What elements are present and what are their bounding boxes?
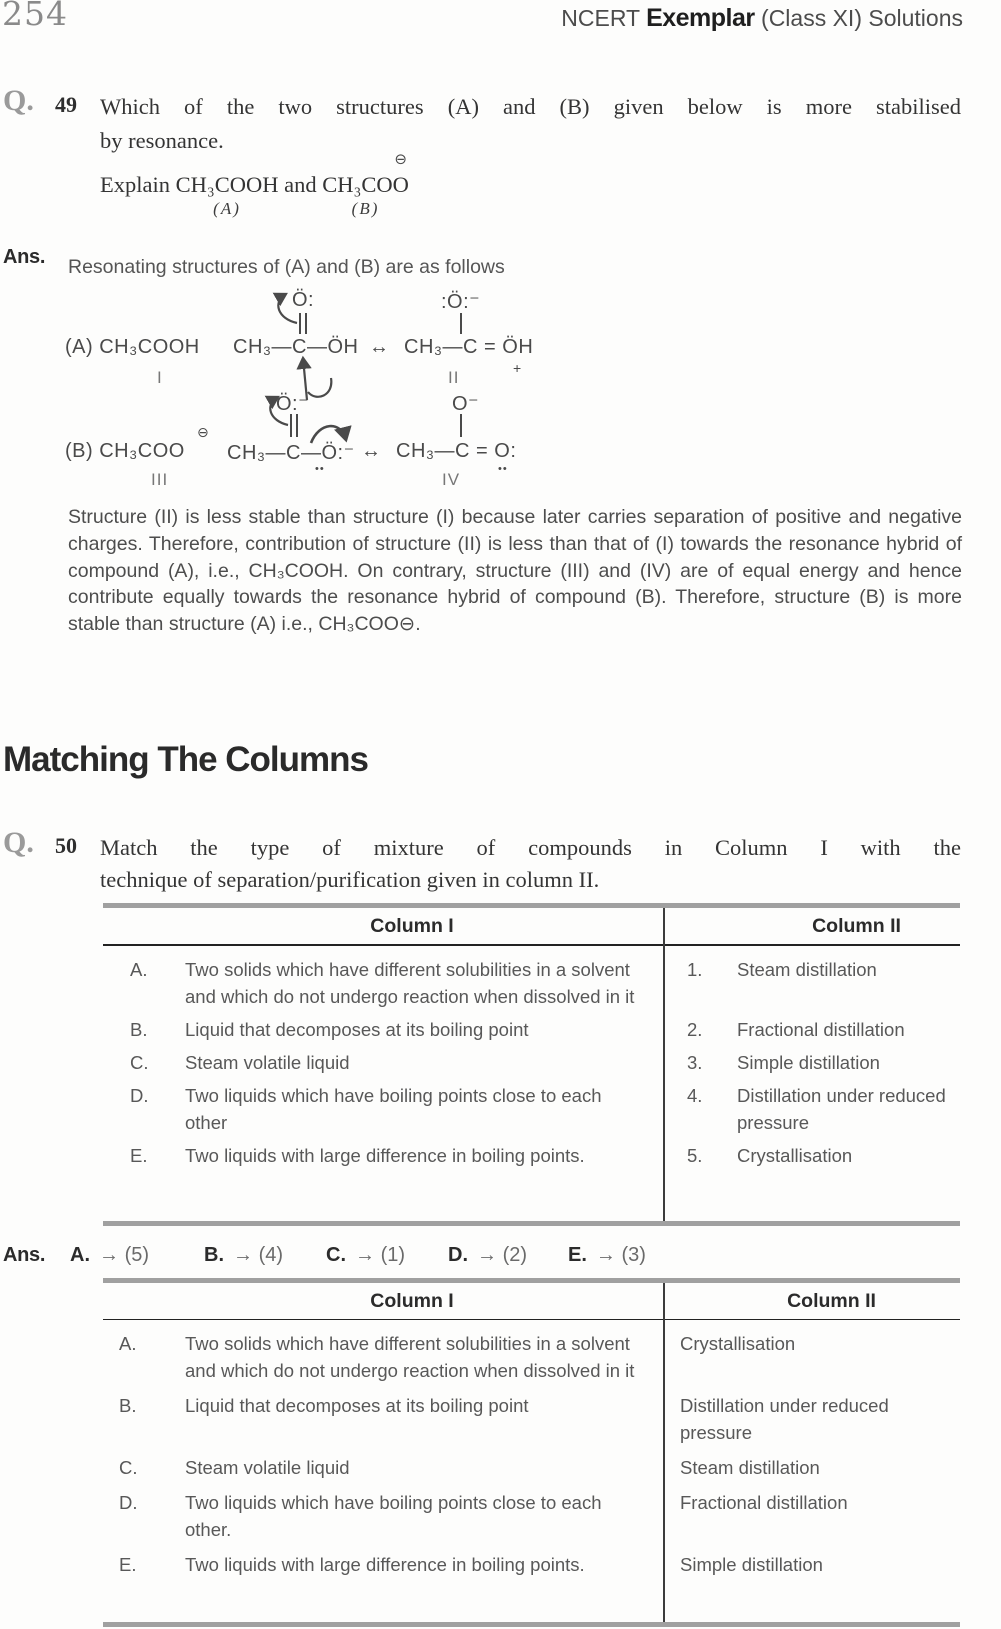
row-item: Two solids which have different solubilities in a solvent and which do not undergo reaction when dissolved in it: [185, 1333, 635, 1381]
right-arrow-icon: →: [355, 1244, 381, 1266]
chem-label: II: [448, 368, 460, 387]
chem-label: IV: [442, 470, 461, 489]
answer-pair: [448, 1244, 527, 1267]
row-technique: Simple distillation: [680, 1554, 823, 1575]
negative-charge-icon: ⊖: [394, 150, 407, 168]
row-item: Two liquids which have boiling points close to each other.: [185, 1492, 602, 1540]
row-key: A.: [130, 959, 148, 980]
table-row: [103, 1489, 960, 1543]
table1-header: [103, 908, 960, 946]
page-header-title: [561, 4, 963, 33]
table-row: [103, 1049, 960, 1076]
chem-label: Ö:⁻: [276, 393, 310, 415]
formula-a: [175, 172, 279, 218]
q49-number: 49: [55, 92, 77, 117]
pair-value: (2): [502, 1244, 528, 1266]
table2-header: [103, 1283, 960, 1320]
q50-number: 50: [55, 833, 77, 858]
row-technique: Steam distillation: [737, 959, 877, 980]
row-item: Steam volatile liquid: [185, 1457, 350, 1478]
pair-key: C.: [326, 1244, 346, 1266]
header-title-part1: NCERT: [561, 5, 647, 31]
q49-question-mark: Q.: [3, 84, 34, 117]
q50-answer-line: [0, 1244, 1001, 1274]
table-row: [103, 956, 960, 1010]
q50-ans-label: Ans.: [3, 1244, 46, 1266]
row-technique: Distillation under reduced pressure: [680, 1395, 889, 1443]
chem-label: ••: [498, 463, 508, 475]
table-column-divider: [663, 908, 665, 1221]
pair-key: A.: [70, 1244, 90, 1266]
row-technique: Crystallisation: [737, 1145, 853, 1166]
right-arrow-icon: →: [595, 1244, 622, 1266]
row-key: B.: [119, 1395, 137, 1416]
chem-label: Ö:: [292, 289, 315, 311]
q50-line1: Match the type of mixture of compounds in Column I with the: [100, 835, 961, 860]
chem-label: CH₃—C—ÖH: [233, 336, 359, 358]
row-key: B.: [130, 1019, 148, 1040]
row-technique: Distillation under reduced pressure: [737, 1085, 946, 1133]
table-row: [103, 1551, 960, 1578]
right-arrow-icon: →: [99, 1244, 125, 1266]
table1-body: [103, 946, 960, 1177]
q49-line1: Which of the two structures (A) and (B) given below is more stabilised: [100, 94, 961, 119]
chem-label: (B) CH₃COO: [65, 440, 185, 462]
row-item: Steam volatile liquid: [185, 1052, 350, 1073]
explain-word: Explain: [100, 172, 176, 197]
row-key: E.: [119, 1554, 137, 1575]
chem-label: CH₃—C = O:: [396, 440, 517, 462]
pair-value: (4): [258, 1244, 284, 1266]
q50-line2: technique of separation/purification given in column II.: [100, 867, 600, 892]
formula-b-o-atom: O: [392, 172, 409, 197]
chem-label: O⁻: [452, 393, 480, 415]
pair-value: (1): [380, 1244, 406, 1266]
row-num: 2.: [687, 1019, 703, 1040]
pair-key: D.: [448, 1244, 468, 1266]
q49-ans-intro: Resonating structures of (A) and (B) are as follows: [68, 256, 505, 278]
q49-line2: by resonance.: [100, 128, 224, 153]
formula-b-label: (B): [351, 199, 380, 218]
row-key: C.: [119, 1457, 138, 1478]
row-technique: Fractional distillation: [737, 1019, 905, 1040]
chem-label: CH₃—C—Ö:⁻: [227, 442, 355, 464]
header-title-bold: Exemplar: [646, 4, 755, 32]
pair-value: (3): [621, 1244, 646, 1266]
row-technique: Simple distillation: [737, 1052, 880, 1073]
row-item: Two liquids with large difference in boiling points.: [185, 1554, 585, 1575]
row-technique: Steam distillation: [680, 1457, 820, 1478]
page-number: 254: [2, 0, 68, 33]
formula-b: [322, 150, 409, 218]
row-key: E.: [130, 1145, 148, 1166]
chem-label: I: [157, 368, 163, 387]
row-num: 5.: [687, 1145, 703, 1166]
section-title: Matching The Columns: [3, 740, 368, 779]
match-table-answer: [103, 1278, 960, 1627]
table-column-divider: [663, 1283, 665, 1622]
row-technique: Fractional distillation: [680, 1492, 848, 1513]
row-num: 1.: [687, 959, 703, 980]
table-row: [103, 1082, 960, 1136]
q49-explain-line: [100, 150, 409, 218]
row-num: 3.: [687, 1052, 703, 1073]
row-item: Liquid that decomposes at its boiling point: [185, 1019, 529, 1040]
chem-label: ••: [315, 463, 325, 475]
match-table-question: [103, 903, 960, 1226]
pair-key: E.: [568, 1244, 587, 1266]
formula-a-text: CH₃COOH: [175, 172, 279, 197]
table1-col1-header: Column I: [370, 915, 454, 937]
row-item: Two liquids with large difference in boiling points.: [185, 1145, 585, 1166]
table-row: [103, 1454, 960, 1481]
formula-b-text: CH₃CO: [322, 172, 393, 197]
chem-label: (A) CH₃COOH: [65, 336, 200, 358]
table-row: [103, 1392, 960, 1446]
table1-col2-header: Column II: [812, 915, 901, 937]
answer-pair: [326, 1244, 405, 1267]
chem-label: III: [151, 470, 169, 489]
row-key: C.: [130, 1052, 149, 1073]
chem-label: ↔: [369, 336, 390, 358]
formula-b-oxygen: [392, 150, 409, 198]
right-arrow-icon: →: [233, 1244, 259, 1266]
row-technique: Crystallisation: [680, 1333, 796, 1354]
q49-ans-label: Ans.: [3, 246, 46, 268]
table2-body: [103, 1320, 960, 1588]
right-arrow-icon: →: [477, 1244, 503, 1266]
row-key: D.: [119, 1492, 138, 1513]
table2-col2-header: Column II: [787, 1290, 876, 1312]
chem-label: ⊖: [197, 424, 210, 440]
row-key: A.: [119, 1333, 137, 1354]
and-word: and: [278, 172, 323, 197]
table-row: [103, 1142, 960, 1169]
table-row: [103, 1016, 960, 1043]
row-item: Liquid that decomposes at its boiling point: [185, 1395, 529, 1416]
row-num: 4.: [687, 1085, 703, 1106]
chem-label: +: [513, 360, 522, 376]
q50-question-mark: Q.: [3, 826, 34, 859]
chem-label: :Ö:⁻: [441, 291, 481, 313]
chem-label: CH₃—C = ÖH: [404, 336, 534, 358]
header-title-part2: (Class XI) Solutions: [754, 5, 963, 31]
q50-text: [100, 832, 961, 896]
pair-key: B.: [204, 1244, 224, 1266]
table-row: [103, 1330, 960, 1384]
row-item: Two solids which have different solubilities in a solvent and which do not undergo reaction when dissolved in it: [185, 959, 635, 1007]
pair-value: (5): [124, 1244, 150, 1266]
chem-label: ↔: [361, 440, 382, 462]
q49-explanation: Structure (II) is less stable than structure (I) because later carries separation of positive and negative charges. Therefore, contribution of structure (II) is less than that of (I) towards the resonance hybrid of compound (A), i.e., CH₃COOH. On contrary, structure (III) and (IV) are of equal energy and hence contribute equally towards the resonance hybrid of compound (B). Therefore, structure (B) is more stable than structure (A) i.e., CH₃COO⊖.: [68, 506, 962, 636]
answer-pair: [204, 1244, 283, 1267]
formula-a-label: (A): [213, 199, 241, 218]
answer-pair: [568, 1244, 646, 1267]
answer-pair: [70, 1244, 149, 1267]
row-item: Two liquids which have boiling points close to each other: [185, 1085, 602, 1133]
row-key: D.: [130, 1085, 149, 1106]
q49-text: [100, 90, 961, 158]
table2-col1-header: Column I: [370, 1290, 454, 1312]
